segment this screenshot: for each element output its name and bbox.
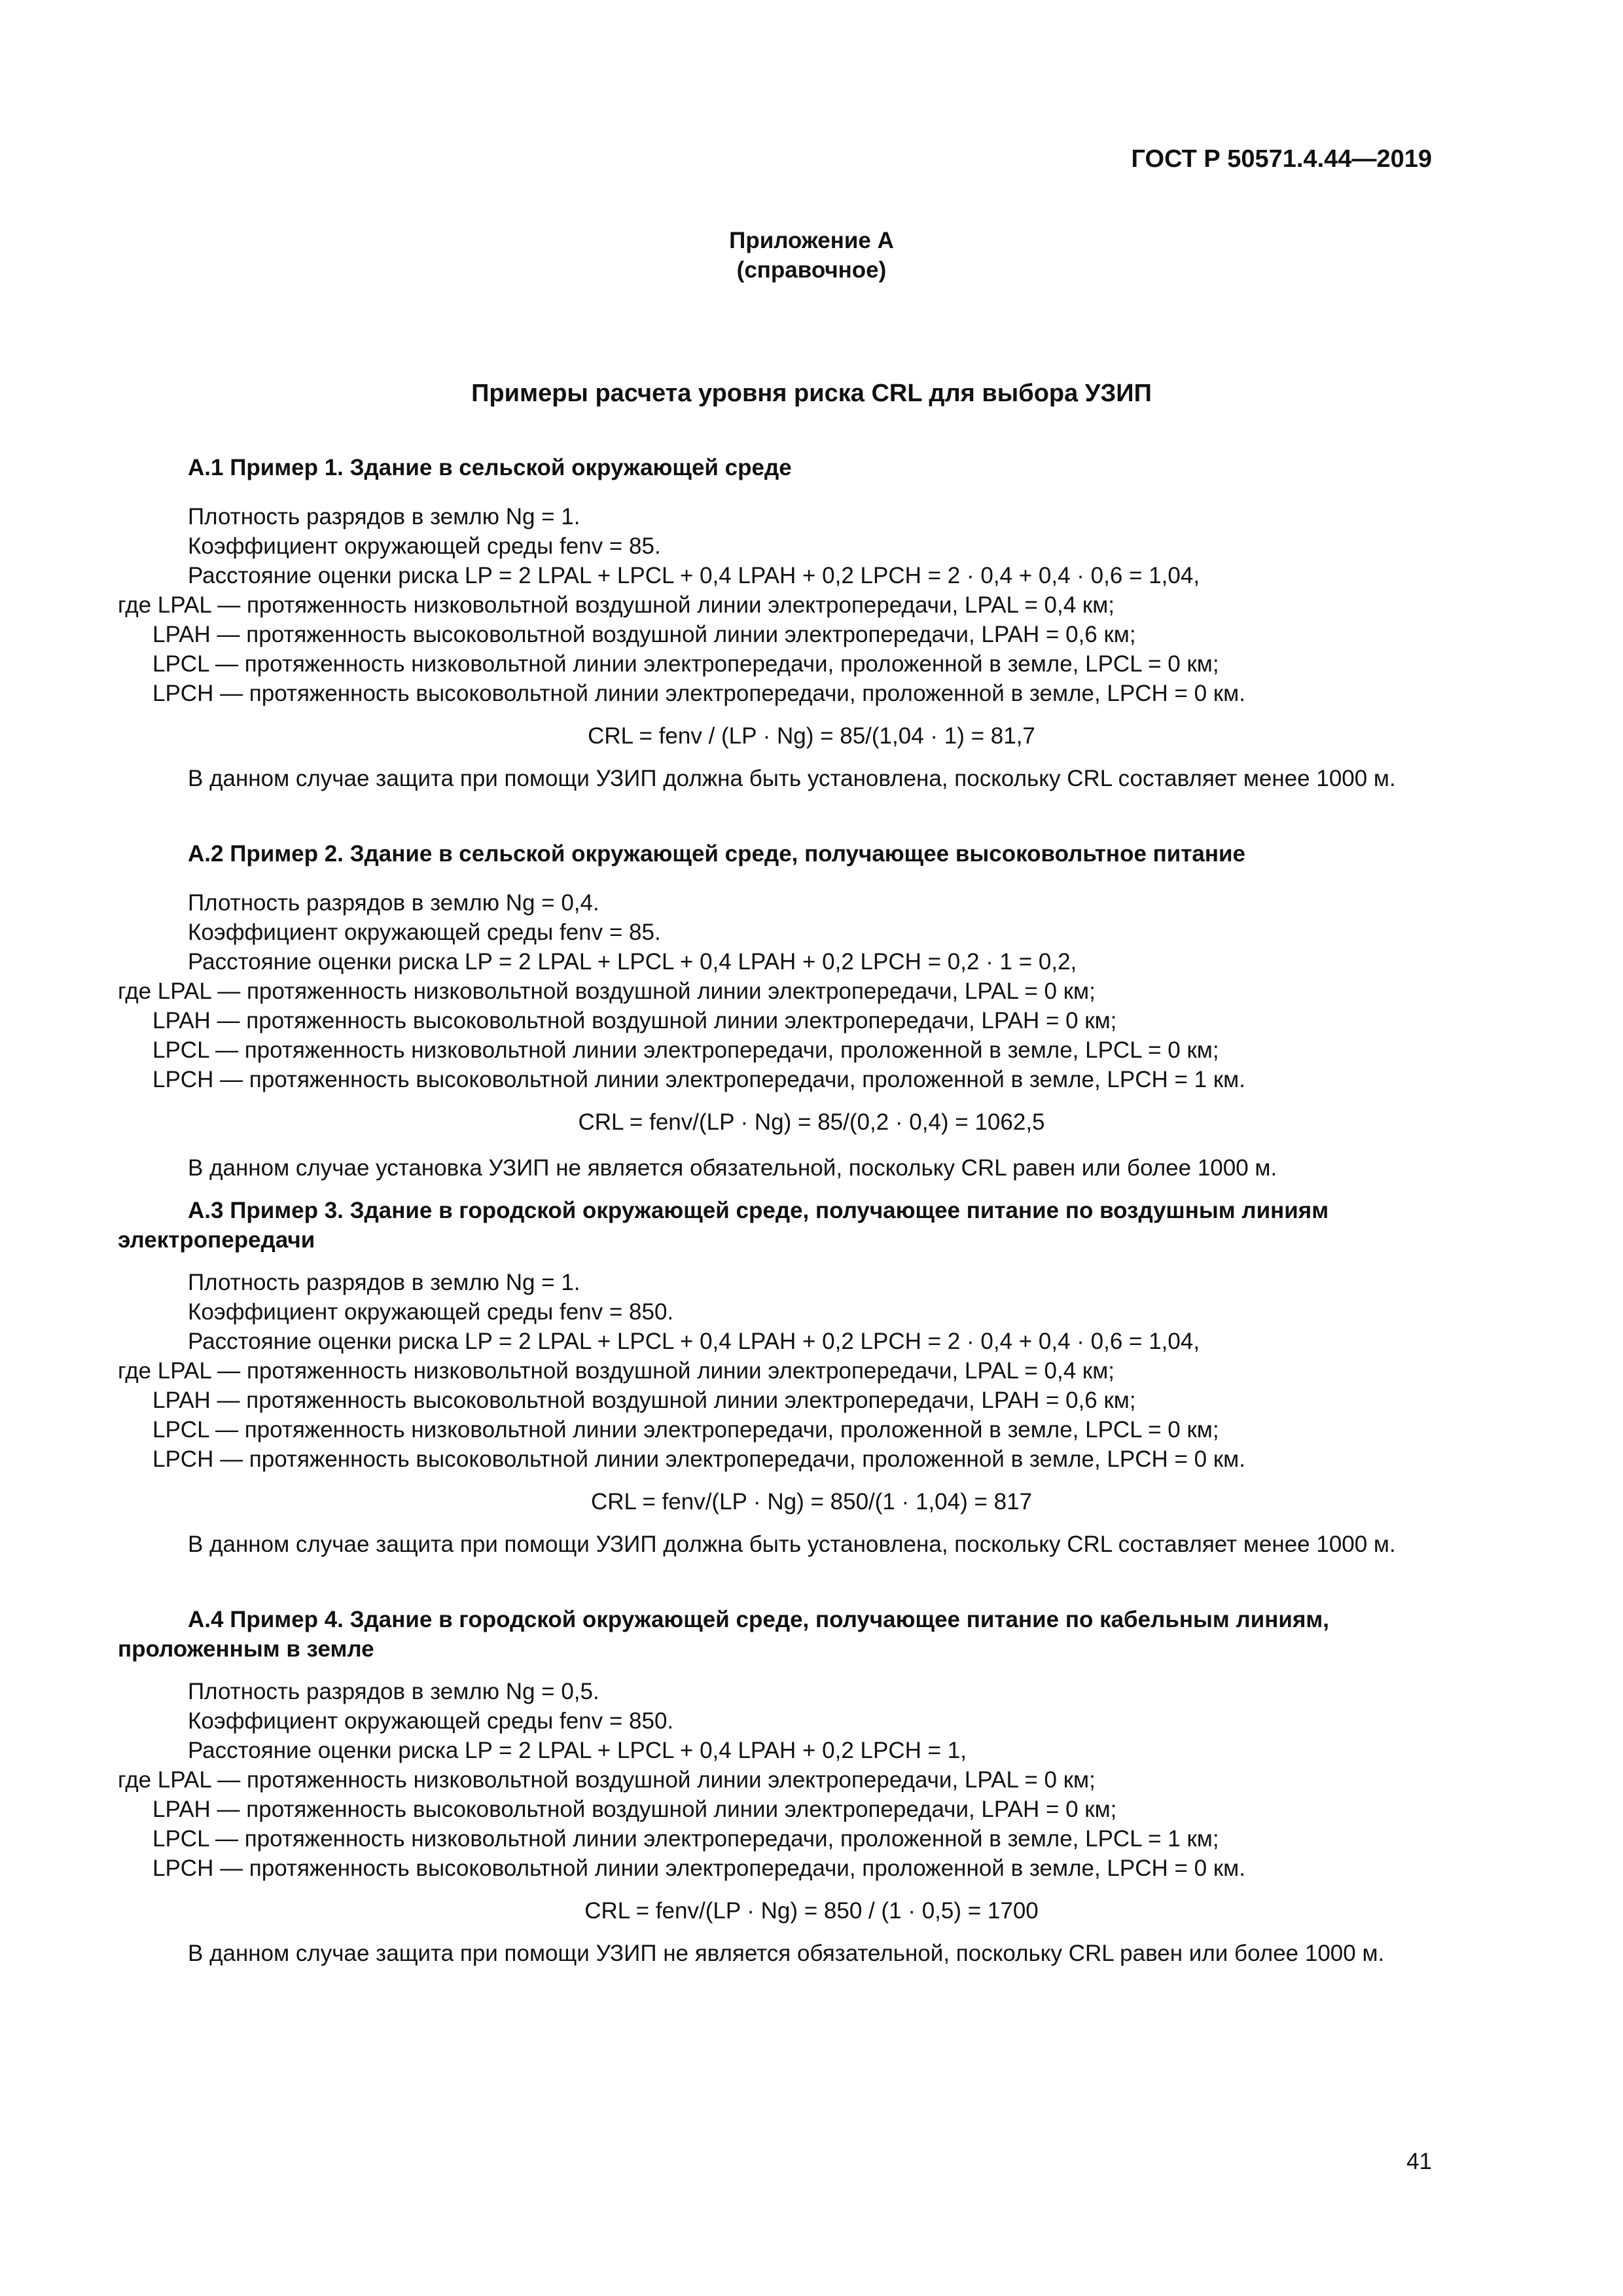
section-heading: А.3 Пример 3. Здание в городской окружающей среде, получающее питание по воздушным линиям электропередачи <box>118 1198 1329 1253</box>
definition-line: где LPAL — протяженность низковольтной воздушной линии электропередачи, LPAL = 0 км; <box>118 1767 1096 1793</box>
section-heading: А.1 Пример 1. Здание в сельской окружающей среде <box>188 455 792 480</box>
definition-line: LPCL — протяженность низковольтной линии электропередачи, проложенной в земле, LPCL = 0 км; <box>152 651 1219 677</box>
ground-flash-density: Плотность разрядов в землю Ng = 1. <box>188 504 580 529</box>
conclusion-text: В данном случае защита при помощи УЗИП должна быть установлена, поскольку CRL составляет менее 1000 м. <box>188 1532 1396 1557</box>
definition-line: LPCH — протяженность высоковольтной линии электропередачи, проложенной в земле, LPCH = 0 км. <box>152 681 1245 706</box>
environment-factor: Коэффициент окружающей среды fenv = 850. <box>188 1708 674 1734</box>
crl-formula: CRL = fenv/(LP · Ng) = 85/(0,2 · 0,4) = 1062,5 <box>578 1109 1045 1135</box>
annex-subtitle: (справочное) <box>736 257 887 283</box>
definition-line: где LPAL — протяженность низковольтной воздушной линии электропередачи, LPAL = 0,4 км; <box>118 1358 1115 1384</box>
definition-line: LPCL — протяженность низковольтной линии электропередачи, проложенной в земле, LPCL = 0 км; <box>152 1417 1219 1443</box>
section-heading: А.2 Пример 2. Здание в сельской окружающей среде, получающее высоковольтное питание <box>188 841 1246 867</box>
definition-line: LPAH — протяженность высоковольтной воздушной линии электропередачи, LPAH = 0,6 км; <box>152 1388 1136 1413</box>
risk-distance: Расстояние оценки риска LP = 2 LPAL + LPCL + 0,4 LPAH + 0,2 LPCH = 2 · 0,4 + 0,4 · 0,6 = 1,04, <box>188 1329 1200 1354</box>
definition-line: LPAH — протяженность высоковольтной воздушной линии электропередачи, LPAH = 0 км; <box>152 1008 1117 1033</box>
annex-title: Приложение А <box>729 228 894 253</box>
main-title: Примеры расчета уровня риска CRL для выбора УЗИП <box>471 380 1152 407</box>
definition-line: LPCL — протяженность низковольтной линии электропередачи, проложенной в земле, LPCL = 0 км; <box>152 1037 1219 1063</box>
crl-formula: CRL = fenv / (LP · Ng) = 85/(1,04 · 1) = 81,7 <box>588 723 1035 749</box>
risk-distance: Расстояние оценки риска LP = 2 LPAL + LPCL + 0,4 LPAH + 0,2 LPCH = 0,2 · 1 = 0,2, <box>188 949 1077 975</box>
ground-flash-density: Плотность разрядов в землю Ng = 0,4. <box>188 890 599 916</box>
definition-line: LPCH — протяженность высоковольтной линии электропередачи, проложенной в земле, LPCH = 0 км. <box>152 1446 1245 1472</box>
ground-flash-density: Плотность разрядов в землю Ng = 1. <box>188 1270 580 1295</box>
conclusion-text: В данном случае защита при помощи УЗИП не является обязательной, поскольку CRL равен или более 1000 м. <box>188 1941 1385 1966</box>
definition-line: где LPAL — протяженность низковольтной воздушной линии электропередачи, LPAL = 0 км; <box>118 978 1096 1004</box>
environment-factor: Коэффициент окружающей среды fenv = 850. <box>188 1299 674 1325</box>
definition-line: где LPAL — протяженность низковольтной воздушной линии электропередачи, LPAL = 0,4 км; <box>118 592 1115 618</box>
conclusion-text: В данном случае защита при помощи УЗИП должна быть установлена, поскольку CRL составляет менее 1000 м. <box>188 766 1396 791</box>
section-heading: А.4 Пример 4. Здание в городской окружающей среде, получающее питание по кабельным линиям, проложенным в земле <box>118 1607 1329 1662</box>
environment-factor: Коэффициент окружающей среды fenv = 85. <box>188 533 661 559</box>
document-id: ГОСТ Р 50571.4.44—2019 <box>1131 145 1432 173</box>
crl-formula: CRL = fenv/(LP · Ng) = 850/(1 · 1,04) = 817 <box>590 1489 1033 1515</box>
environment-factor: Коэффициент окружающей среды fenv = 85. <box>188 920 661 945</box>
definition-line: LPCH — протяженность высоковольтной линии электропередачи, проложенной в земле, LPCH = 1 км. <box>152 1067 1245 1092</box>
definition-line: LPAH — протяженность высоковольтной воздушной линии электропередачи, LPAH = 0 км; <box>152 1797 1117 1822</box>
risk-distance: Расстояние оценки риска LP = 2 LPAL + LPCL + 0,4 LPAH + 0,2 LPCH = 2 · 0,4 + 0,4 · 0,6 = 1,04, <box>188 563 1200 588</box>
risk-distance: Расстояние оценки риска LP = 2 LPAL + LPCL + 0,4 LPAH + 0,2 LPCH = 1, <box>188 1738 967 1763</box>
page-number: 41 <box>1406 2149 1432 2174</box>
ground-flash-density: Плотность разрядов в землю Ng = 0,5. <box>188 1679 599 1704</box>
definition-line: LPCL — протяженность низковольтной линии электропередачи, проложенной в земле, LPCL = 1 км; <box>152 1826 1219 1852</box>
crl-formula: CRL = fenv/(LP · Ng) = 850 / (1 · 0,5) = 1700 <box>584 1898 1039 1924</box>
conclusion-text: В данном случае установка УЗИП не является обязательной, поскольку CRL равен или более 1000 м. <box>188 1155 1277 1181</box>
definition-line: LPAH — протяженность высоковольтной воздушной линии электропередачи, LPAH = 0,6 км; <box>152 622 1136 647</box>
definition-line: LPCH — протяженность высоковольтной линии электропередачи, проложенной в земле, LPCH = 0 км. <box>152 1856 1245 1881</box>
